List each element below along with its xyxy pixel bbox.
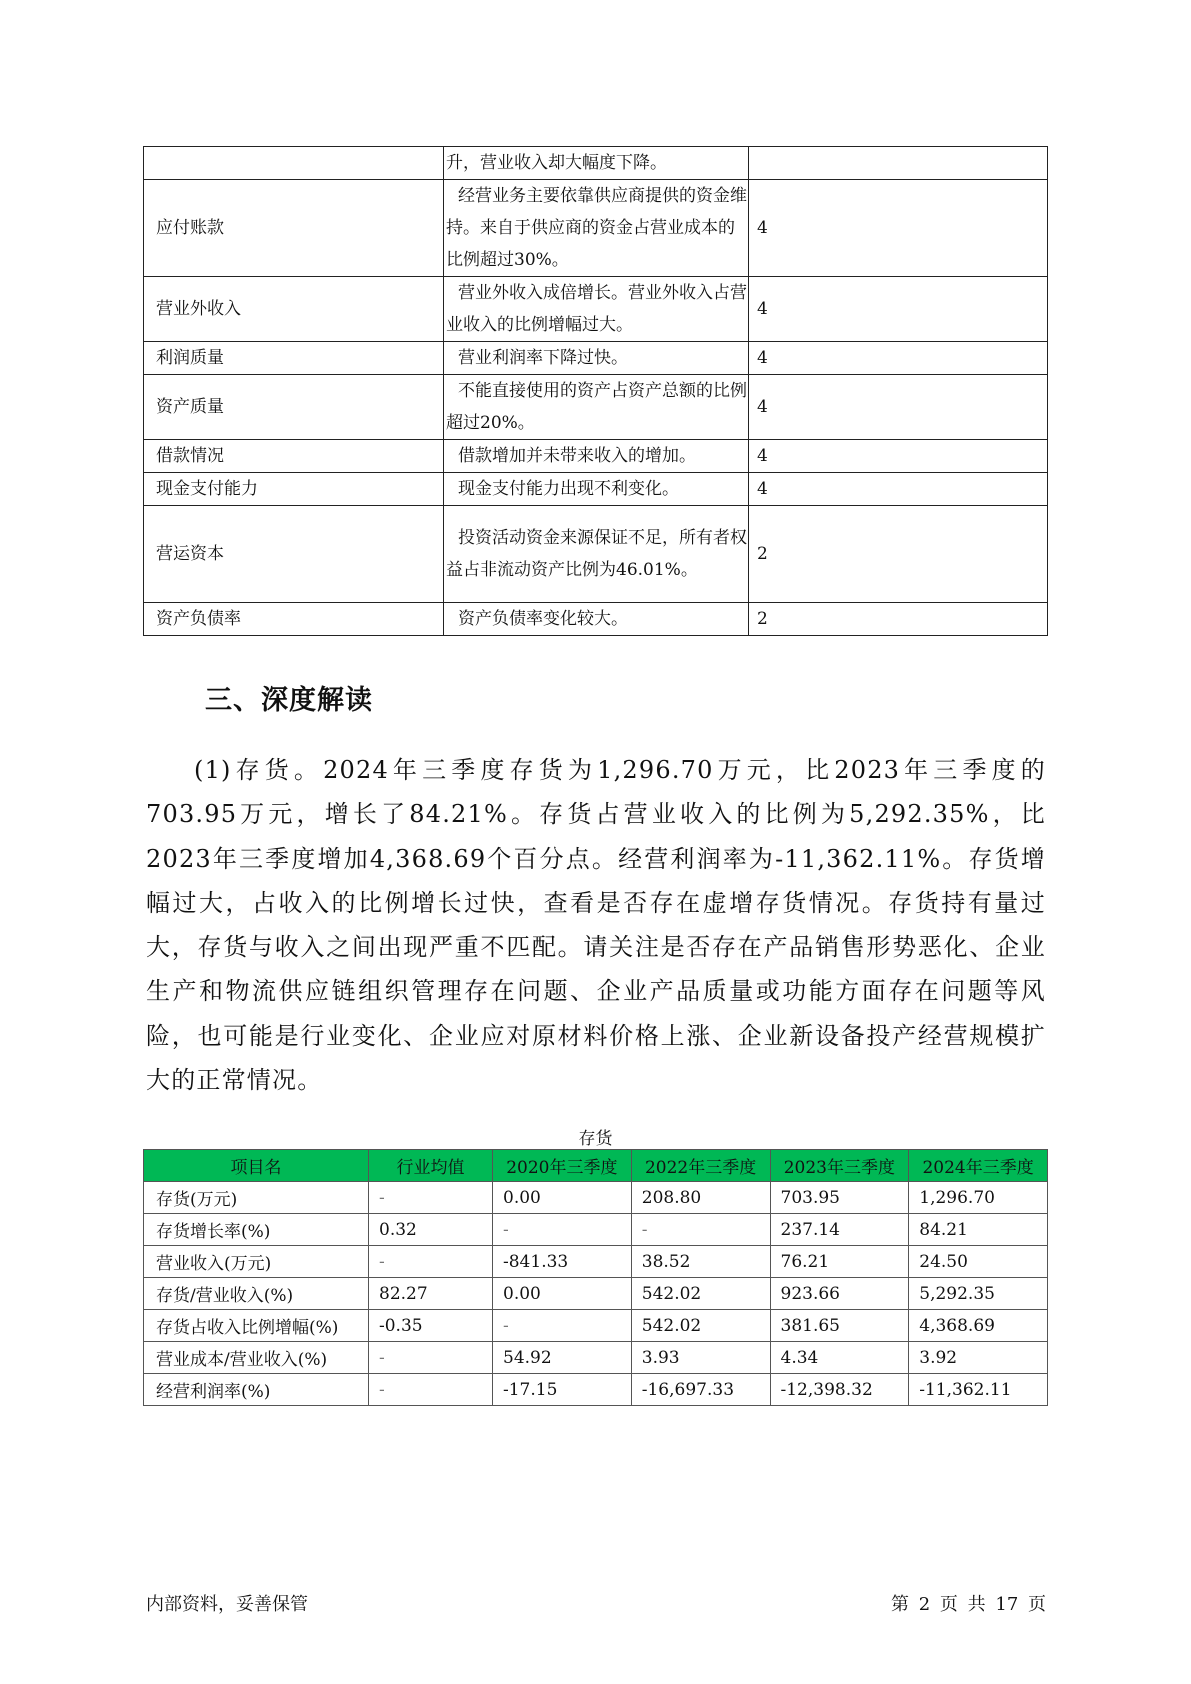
table-cell: 923.66 bbox=[770, 1278, 909, 1310]
risk-item bbox=[144, 147, 444, 180]
risk-item: 营业外收入 bbox=[144, 277, 444, 342]
table-cell: -16,697.33 bbox=[631, 1374, 770, 1406]
risk-item: 应付账款 bbox=[144, 180, 444, 277]
table-cell: 84.21 bbox=[909, 1214, 1048, 1246]
table-cell: 76.21 bbox=[770, 1246, 909, 1278]
risk-table-row bbox=[144, 473, 1048, 506]
table-cell: 38.52 bbox=[631, 1246, 770, 1278]
risk-score: 4 bbox=[749, 440, 1048, 473]
column-header: 2022年三季度 bbox=[631, 1150, 770, 1182]
risk-description: 经营业务主要依靠供应商提供的资金维持。来自于供应商的资金占营业成本的比例超过30%。 bbox=[444, 180, 749, 277]
table-cell: 24.50 bbox=[909, 1246, 1048, 1278]
table-cell: 82.27 bbox=[369, 1278, 493, 1310]
column-header: 2020年三季度 bbox=[493, 1150, 632, 1182]
risk-item: 资产负债率 bbox=[144, 603, 444, 636]
table-cell: - bbox=[493, 1214, 632, 1246]
table-cell: 237.14 bbox=[770, 1214, 909, 1246]
table-cell: 1,296.70 bbox=[909, 1182, 1048, 1214]
risk-score: 4 bbox=[749, 277, 1048, 342]
row-label: 经营利润率(%) bbox=[144, 1374, 369, 1406]
table-cell: 3.93 bbox=[631, 1342, 770, 1374]
risk-score: 4 bbox=[749, 473, 1048, 506]
inventory-table-row bbox=[144, 1214, 1048, 1246]
table-caption: 存货 bbox=[578, 1129, 613, 1149]
risk-table-row bbox=[144, 375, 1048, 440]
table-cell: 54.92 bbox=[493, 1342, 632, 1374]
row-label: 营业成本/营业收入(%) bbox=[144, 1342, 369, 1374]
row-label: 营业收入(万元) bbox=[144, 1246, 369, 1278]
table-cell: -12,398.32 bbox=[770, 1374, 909, 1406]
inventory-table-row bbox=[144, 1374, 1048, 1406]
table-cell: 4.34 bbox=[770, 1342, 909, 1374]
risk-score bbox=[749, 147, 1048, 180]
analysis-paragraph: (1)存货。2024年三季度存货为1,296.70万元，比2023年三季度的703.95万元，增长了84.21%。存货占营业收入的比例为5,292.35%，比2023年三季度增加4,368.69个百分点。经营利润率为-11,362.11%。存货增幅过大，占收入的比例增长过快，查看是否存在虚增存货情况。存货持有量过大，存货与收入之间出现严重不匹配。请关注是否存在产品销售形势恶化、企业生产和物流供应链组织管理存在问题、企业产品质量或功能方面存在问题等风险，也可能是行业变化、企业应对原材料价格上涨、企业新设备投产经营规模扩大的正常情况。 bbox=[146, 756, 1046, 1095]
risk-description: 升，营业收入却大幅度下降。 bbox=[444, 147, 749, 180]
table-cell: 4,368.69 bbox=[909, 1310, 1048, 1342]
column-header: 行业均值 bbox=[369, 1150, 493, 1182]
column-header: 2023年三季度 bbox=[770, 1150, 909, 1182]
risk-description: 不能直接使用的资产占资产总额的比例超过20%。 bbox=[444, 375, 749, 440]
risk-table-row bbox=[144, 603, 1048, 636]
table-cell: 0.00 bbox=[493, 1278, 632, 1310]
table-cell: 3.92 bbox=[909, 1342, 1048, 1374]
table-cell: 703.95 bbox=[770, 1182, 909, 1214]
table-cell: - bbox=[369, 1342, 493, 1374]
table-cell: - bbox=[369, 1374, 493, 1406]
risk-table-row bbox=[144, 147, 1048, 180]
table-cell: - bbox=[369, 1182, 493, 1214]
table-cell: - bbox=[369, 1246, 493, 1278]
inventory-table-header-row bbox=[144, 1150, 1048, 1182]
table-cell: - bbox=[493, 1310, 632, 1342]
risk-item: 借款情况 bbox=[144, 440, 444, 473]
section-heading: 三、深度解读 bbox=[205, 685, 373, 716]
risk-description: 营业外收入成倍增长。营业外收入占营业收入的比例增幅过大。 bbox=[444, 277, 749, 342]
risk-item: 营运资本 bbox=[144, 506, 444, 603]
risk-description: 投资活动资金来源保证不足，所有者权益占非流动资产比例为46.01%。 bbox=[444, 506, 749, 603]
table-cell: -841.33 bbox=[493, 1246, 632, 1278]
inventory-table-row bbox=[144, 1246, 1048, 1278]
inventory-table-row bbox=[144, 1310, 1048, 1342]
risk-score: 4 bbox=[749, 180, 1048, 277]
risk-table-row bbox=[144, 440, 1048, 473]
table-cell: - bbox=[631, 1214, 770, 1246]
risk-score: 2 bbox=[749, 506, 1048, 603]
risk-description: 现金支付能力出现不利变化。 bbox=[444, 473, 749, 506]
risk-score: 4 bbox=[749, 342, 1048, 375]
table-cell: 542.02 bbox=[631, 1278, 770, 1310]
risk-table-row bbox=[144, 342, 1048, 375]
table-cell: -0.35 bbox=[369, 1310, 493, 1342]
table-cell: 208.80 bbox=[631, 1182, 770, 1214]
inventory-table-row bbox=[144, 1182, 1048, 1214]
table-cell: -11,362.11 bbox=[909, 1374, 1048, 1406]
risk-table bbox=[143, 146, 1048, 636]
risk-table-row bbox=[144, 506, 1048, 603]
table-cell: 542.02 bbox=[631, 1310, 770, 1342]
risk-table-row bbox=[144, 277, 1048, 342]
risk-description: 借款增加并未带来收入的增加。 bbox=[444, 440, 749, 473]
row-label: 存货增长率(%) bbox=[144, 1214, 369, 1246]
row-label: 存货(万元) bbox=[144, 1182, 369, 1214]
risk-item: 资产质量 bbox=[144, 375, 444, 440]
row-label: 存货占收入比例增幅(%) bbox=[144, 1310, 369, 1342]
risk-score: 2 bbox=[749, 603, 1048, 636]
inventory-table-row bbox=[144, 1278, 1048, 1310]
table-cell: 0.00 bbox=[493, 1182, 632, 1214]
table-cell: 381.65 bbox=[770, 1310, 909, 1342]
column-header: 项目名 bbox=[144, 1150, 369, 1182]
table-cell: 5,292.35 bbox=[909, 1278, 1048, 1310]
footer-confidential-note: 内部资料，妥善保管 bbox=[146, 1594, 308, 1615]
risk-description: 资产负债率变化较大。 bbox=[444, 603, 749, 636]
footer-page-number: 第 2 页 共 17 页 bbox=[891, 1594, 1046, 1615]
risk-description: 营业利润率下降过快。 bbox=[444, 342, 749, 375]
column-header: 2024年三季度 bbox=[909, 1150, 1048, 1182]
risk-table-row bbox=[144, 180, 1048, 277]
table-cell: 0.32 bbox=[369, 1214, 493, 1246]
row-label: 存货/营业收入(%) bbox=[144, 1278, 369, 1310]
table-cell: -17.15 bbox=[493, 1374, 632, 1406]
risk-item: 现金支付能力 bbox=[144, 473, 444, 506]
risk-score: 4 bbox=[749, 375, 1048, 440]
risk-item: 利润质量 bbox=[144, 342, 444, 375]
inventory-table bbox=[143, 1149, 1048, 1406]
inventory-table-row bbox=[144, 1342, 1048, 1374]
